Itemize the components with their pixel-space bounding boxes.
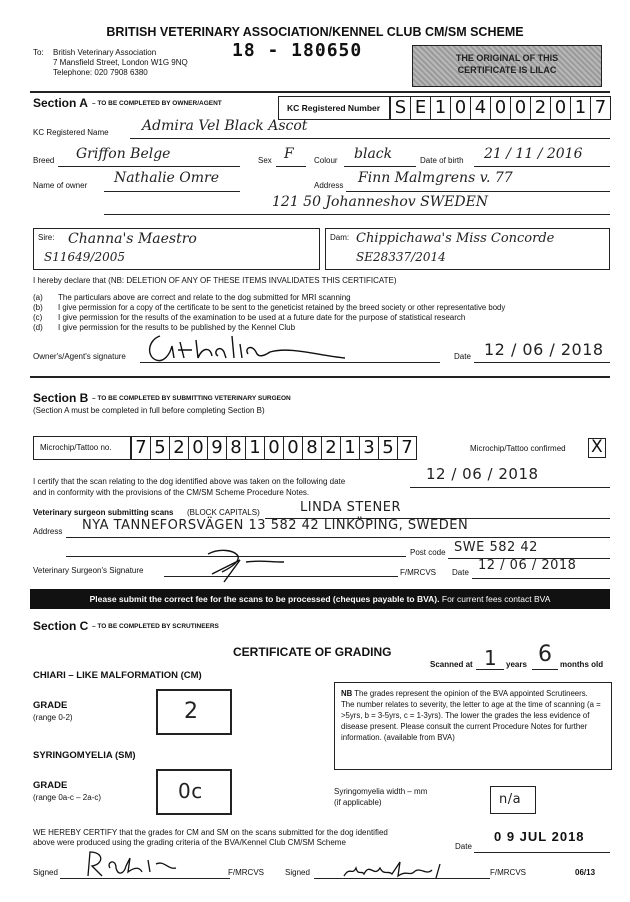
sex-label: Sex xyxy=(258,156,272,165)
scanned-at-label: Scanned at xyxy=(430,660,473,669)
nb-bold: NB xyxy=(341,689,353,698)
chip-char: 7 xyxy=(397,437,416,459)
chip-char: 5 xyxy=(150,437,169,459)
address-line-2 xyxy=(104,214,610,215)
colour-field[interactable]: black xyxy=(354,146,393,162)
owner-signature[interactable] xyxy=(140,330,350,366)
chip-char: 5 xyxy=(378,437,397,459)
scrutineer-signature-1[interactable] xyxy=(80,846,190,882)
grading-date-stamp: 0 9 JUL 2018 xyxy=(494,829,585,844)
kc-reg-char: 4 xyxy=(470,97,490,119)
header-divider xyxy=(30,91,610,93)
to-label: To: xyxy=(33,48,44,57)
vet-label-suffix: (BLOCK CAPITALS) xyxy=(187,508,260,517)
owner-date-field[interactable]: 12 / 06 / 2018 xyxy=(484,340,604,359)
cm-range: (range 0-2) xyxy=(33,713,73,722)
certificate-number: 18 - 180650 xyxy=(232,40,363,61)
nb-box xyxy=(334,682,612,770)
owner-date-line xyxy=(474,362,610,363)
vet-address-label: Address xyxy=(33,527,63,536)
grading-certify-line-2: above were produced using the grading criteria of the BVA/Kennel Club CM/SM Scheme xyxy=(33,838,346,847)
dob-line xyxy=(474,166,610,167)
kc-reg-char: 1 xyxy=(430,97,450,119)
colour-line xyxy=(344,166,416,167)
chip-char: 0 xyxy=(283,437,302,459)
chip-confirmed-checkbox[interactable] xyxy=(588,438,606,458)
vet-name-field[interactable]: LINDA STENER xyxy=(300,500,401,515)
scanned-months-field[interactable]: 6 xyxy=(538,642,553,667)
section-b-note: (Section A must be completed in full before completing Section B) xyxy=(33,406,265,415)
section-c-title: Section C xyxy=(33,619,89,633)
section-b-title: Section B xyxy=(33,391,89,405)
sm-width-label: Syringomyelia width – mm xyxy=(334,787,428,796)
kc-name-line xyxy=(130,138,610,139)
declaration-item-mark: (d) xyxy=(33,323,43,332)
sm-range: (range 0a-c – 2a-c) xyxy=(33,793,102,802)
chip-label: Microchip/Tattoo no. xyxy=(40,443,112,452)
sm-grade-box[interactable] xyxy=(156,769,232,815)
kc-reg-char: 0 xyxy=(450,97,470,119)
section-c-subtitle: – TO BE COMPLETED BY SCRUTINEERS xyxy=(92,623,219,630)
microchip-number-cells[interactable] xyxy=(131,436,417,460)
breed-line xyxy=(58,166,240,167)
declaration-item: The particulars above are correct and relate to the dog submitted for MRI scanning xyxy=(58,293,351,302)
dob-label: Date of birth xyxy=(420,156,464,165)
sire-box[interactable] xyxy=(33,228,320,270)
owner-label: Name of owner xyxy=(33,181,88,190)
scrutineer-signature-2[interactable] xyxy=(340,856,480,882)
declaration-item: I give permission for the results to be published by the Kennel Club xyxy=(58,323,296,332)
kc-reg-char: E xyxy=(410,97,430,119)
chip-char: 7 xyxy=(135,437,147,458)
address-line-1 xyxy=(346,191,610,192)
sm-width-box[interactable] xyxy=(490,786,536,814)
kc-reg-char: 2 xyxy=(530,97,550,119)
grading-certify-line-1: WE HEREBY CERTIFY that the grades for CM and SM on the scans submitted for the dog identified xyxy=(33,828,388,837)
scan-certify-line-1: I certify that the scan relating to the dog identified above was taken on the following date xyxy=(33,477,346,486)
chip-char: 1 xyxy=(245,437,264,459)
address-label: Address xyxy=(314,181,344,190)
declaration-item: I give permission for a copy of the certificate to be sent to the geneticist retained by the breed society or other representative body xyxy=(58,303,506,312)
vet-date-label: Date xyxy=(452,568,469,577)
vet-date-line xyxy=(472,578,610,579)
vet-fmrcvs-label: F/MRCVS xyxy=(400,568,436,577)
scanned-years-field[interactable]: 1 xyxy=(484,646,498,670)
section-b-subtitle: – TO BE COMPLETED BY SUBMITTING VETERINARY SURGEON xyxy=(92,395,291,402)
sire-reg: S11649/2005 xyxy=(44,250,125,264)
section-a-divider xyxy=(30,376,610,378)
bva-address-line-1: British Veterinary Association xyxy=(53,48,157,57)
sm-heading: SYRINGOMYELIA (SM) xyxy=(33,750,136,761)
owner-name-field[interactable]: Nathalie Omre xyxy=(114,170,220,186)
kc-reg-label: KC Registered Number xyxy=(287,103,381,113)
owner-signature-label: Owner's/Agent's signature xyxy=(33,352,126,361)
vet-date-field[interactable]: 12 / 06 / 2018 xyxy=(478,558,577,573)
chip-char: 3 xyxy=(359,437,378,459)
grading-date-label: Date xyxy=(455,842,472,851)
form-title: BRITISH VETERINARY ASSOCIATION/KENNEL CLUB CM/SM SCHEME xyxy=(106,25,524,39)
chip-char: 2 xyxy=(169,437,188,459)
signed-label-1: Signed xyxy=(33,868,58,877)
chip-confirmed-label: Microchip/Tattoo confirmed xyxy=(470,444,566,453)
breed-field[interactable]: Griffon Belge xyxy=(76,146,171,162)
dob-field[interactable]: 21 / 11 / 2016 xyxy=(484,146,583,162)
owner-date-label: Date xyxy=(454,352,471,361)
dam-name: Chippichawa's Miss Concorde xyxy=(356,231,555,246)
fmrcvs-label-1: F/MRCVS xyxy=(228,868,264,877)
fee-banner xyxy=(30,589,610,609)
vet-address-line xyxy=(66,537,610,538)
years-label: years xyxy=(506,660,527,669)
sm-width-note: (if applicable) xyxy=(334,798,382,807)
postcode-label: Post code xyxy=(410,548,446,557)
kc-name-label: KC Registered Name xyxy=(33,128,109,137)
nb-text xyxy=(341,688,603,743)
sex-field[interactable]: F xyxy=(284,146,294,162)
kc-reg-char: S xyxy=(394,97,407,118)
kc-registered-name-field[interactable]: Admira Vel Black Ascot xyxy=(142,118,308,134)
chip-char: 8 xyxy=(302,437,321,459)
dam-box[interactable] xyxy=(325,228,610,270)
cm-heading: CHIARI – LIKE MALFORMATION (CM) xyxy=(33,670,202,681)
sm-width-value: n/a xyxy=(499,792,522,807)
kc-reg-char: 0 xyxy=(550,97,570,119)
declaration-item: I give permission for the results of the examination to be used at a future date for the purpose of statistical research xyxy=(58,313,466,322)
sire-name: Channa's Maestro xyxy=(68,231,197,247)
kc-reg-char: 0 xyxy=(510,97,530,119)
lilac-notice-text: THE ORIGINAL OF THIS CERTIFICATE IS LILAC xyxy=(455,53,559,75)
sm-grade-label: GRADE xyxy=(33,780,68,791)
cm-grade-label: GRADE xyxy=(33,700,68,711)
postcode-field[interactable]: SWE 582 42 xyxy=(454,540,538,555)
kc-reg-number-cells[interactable] xyxy=(390,96,611,120)
sm-grade-value: 0c xyxy=(178,779,203,803)
scanned-months-line xyxy=(532,669,558,670)
dam-label: Dam: xyxy=(330,233,350,242)
vet-address-field[interactable]: NYA TANNEFORSVÄGEN 13 582 42 LINKÖPING, SWEDEN xyxy=(82,518,469,533)
bva-address-line-3: Telephone: 020 7908 6380 xyxy=(53,68,148,77)
chip-label-box xyxy=(33,436,131,460)
months-label: months old xyxy=(560,660,604,669)
grading-date-line xyxy=(474,852,610,853)
form-code: 06/13 xyxy=(575,868,596,877)
cm-grade-box[interactable] xyxy=(156,689,232,735)
vet-signature-label: Veterinary Surgeon's Signature xyxy=(33,566,144,575)
chip-confirmed-mark: X xyxy=(591,437,603,457)
scan-date-field[interactable]: 12 / 06 / 2018 xyxy=(426,465,539,483)
vet-label-bold: Veterinary surgeon submitting scans xyxy=(33,508,174,517)
vet-label xyxy=(33,508,173,517)
sex-line xyxy=(276,166,306,167)
grading-certificate-title: CERTIFICATE OF GRADING xyxy=(233,645,392,659)
dam-reg: SE28337/2014 xyxy=(356,250,446,264)
vet-signature[interactable] xyxy=(200,546,320,586)
colour-label: Colour xyxy=(314,156,338,165)
address-field-line-2[interactable]: 121 50 Johanneshov SWEDEN xyxy=(272,194,489,210)
declaration-item-mark: (a) xyxy=(33,293,43,302)
chip-char: 0 xyxy=(188,437,207,459)
kc-reg-char: 7 xyxy=(590,97,610,119)
section-a-title: Section A xyxy=(33,96,88,110)
chip-char: 9 xyxy=(207,437,226,459)
sire-label: Sire: xyxy=(38,233,55,242)
chip-char: 1 xyxy=(340,437,359,459)
nb-body: The grades represent the opinion of the BVA appointed Scrutineers. The number relates to severity, the letter to age at the time of scanning (a = >5yrs, b = 3-5yrs, c = 1-3yrs). The lower the grades the less evidence of disease present. Please consult the current Procedure Notes for further information. (available from BVA) xyxy=(341,689,601,742)
fee-banner-bold: Please submit the correct fee for the scans to be processed (cheques payable to BVA). xyxy=(89,594,440,604)
bva-address-line-2: 7 Mansfield Street, London W1G 9NQ xyxy=(53,58,188,67)
chip-char: 8 xyxy=(226,437,245,459)
fee-banner-normal: For current fees contact BVA xyxy=(441,594,551,604)
section-a-subtitle: – TO BE COMPLETED BY OWNER/AGENT xyxy=(92,100,222,107)
owner-line xyxy=(104,191,240,192)
kc-reg-char: 0 xyxy=(490,97,510,119)
cm-grade-value: 2 xyxy=(184,699,199,724)
chip-char: 0 xyxy=(264,437,283,459)
breed-label: Breed xyxy=(33,156,55,165)
declaration-item-mark: (c) xyxy=(33,313,43,322)
lilac-notice-box xyxy=(412,45,602,87)
scan-date-line xyxy=(410,487,610,488)
declaration-text: I hereby declare that (NB: DELETION OF ANY OF THESE ITEMS INVALIDATES THIS CERTIFICATE) xyxy=(33,276,397,285)
fmrcvs-label-2: F/MRCVS xyxy=(490,868,526,877)
address-field-line-1[interactable]: Finn Malmgrens v. 77 xyxy=(358,170,513,186)
kc-reg-label-box xyxy=(278,96,390,120)
declaration-item-mark: (b) xyxy=(33,303,43,312)
scan-certify-line-2: and in conformity with the provisions of the CM/SM Scheme Procedure Notes. xyxy=(33,488,310,497)
kc-reg-char: 1 xyxy=(570,97,590,119)
chip-char: 2 xyxy=(321,437,340,459)
signed-label-2: Signed xyxy=(285,868,310,877)
